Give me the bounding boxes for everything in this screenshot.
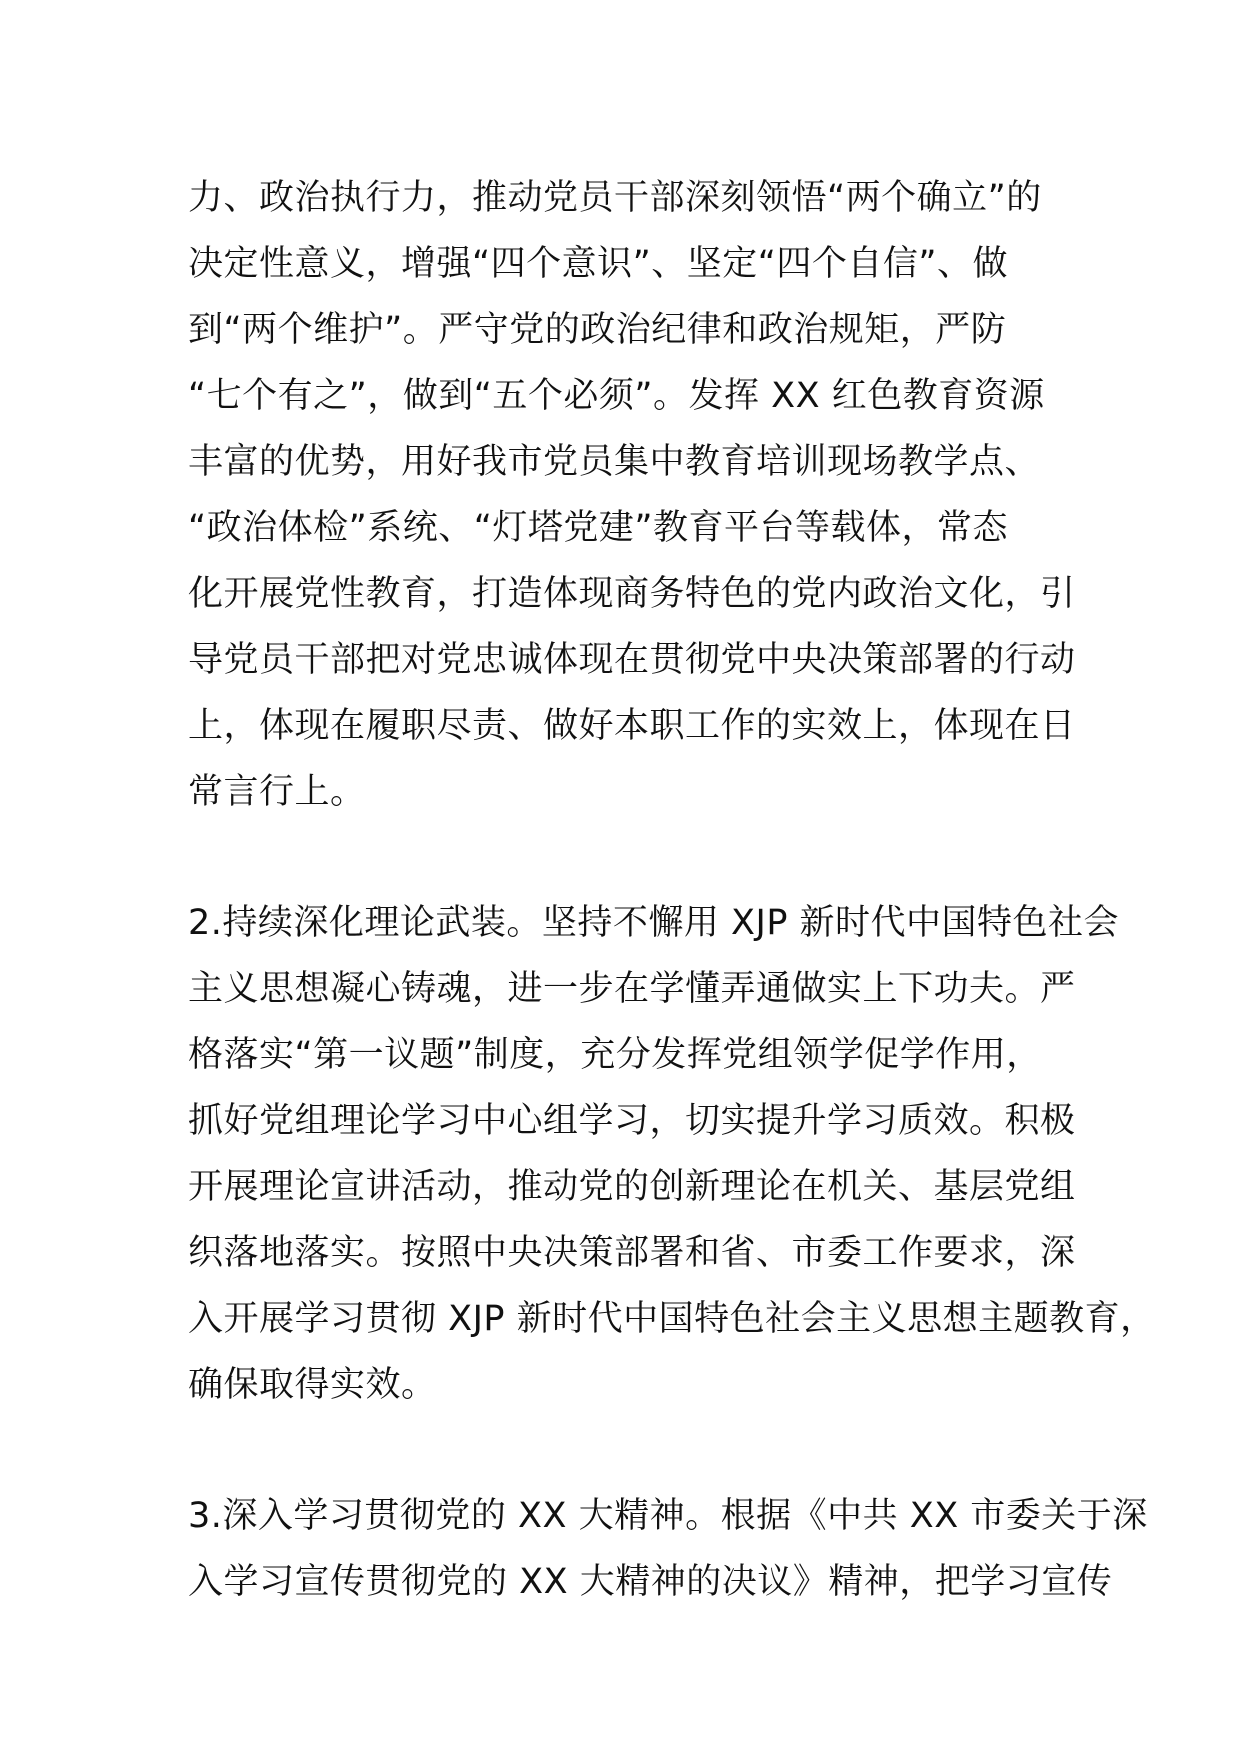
paragraph-2 <box>188 890 1156 1418</box>
text-line: 丰富的优势，用好我市党员集中教育培训现场教学点、 <box>188 442 1041 482</box>
text-line: 入开展学习贯彻 XJP 新时代中国特色社会主义思想主题教育， <box>188 1299 1156 1339</box>
document-body <box>188 165 1156 1615</box>
text-line: 到“两个维护”。严守党的政治纪律和政治规矩，严防 <box>188 310 1007 350</box>
paragraph-1 <box>188 165 1088 825</box>
text-line: 格落实“第一议题”制度，充分发挥党组领学促学作用， <box>188 1035 1042 1075</box>
text-line: 主义思想凝心铸魂，进一步在学懂弄通做实上下功夫。严 <box>188 969 1076 1009</box>
text-line: 上，体现在履职尽责、做好本职工作的实效上，体现在日 <box>188 706 1076 746</box>
text-line: 3.深入学习贯彻党的 XX 大精神。根据《中共 XX 市委关于深 <box>188 1496 1148 1536</box>
text-line: 决定性意义，增强“四个意识”、坚定“四个自信”、做 <box>188 244 1009 284</box>
text-line: 确保取得实效。 <box>188 1365 437 1405</box>
text-line: 入学习宣传贯彻党的 XX 大精神的决议》精神，把学习宣传 <box>188 1562 1113 1602</box>
text-line: 抓好党组理论学习中心组学习，切实提升学习质效。积极 <box>188 1101 1076 1141</box>
paragraph-3 <box>188 1483 1148 1615</box>
text-line: 力、政治执行力，推动党员干部深刻领悟“两个确立”的 <box>188 178 1042 218</box>
text-line: “七个有之”，做到“五个必须”。发挥 XX 红色教育资源 <box>188 376 1045 416</box>
text-line: 常言行上。 <box>188 772 366 812</box>
text-line: 化开展党性教育，打造体现商务特色的党内政治文化，引 <box>188 574 1076 614</box>
paragraph-spacer <box>188 1418 1088 1483</box>
text-line: 开展理论宣讲活动，推动党的创新理论在机关、基层党组 <box>188 1167 1076 1207</box>
paragraph-spacer <box>188 825 1088 890</box>
text-line: 导党员干部把对党忠诚体现在贯彻党中央决策部署的行动 <box>188 640 1076 680</box>
text-line: 织落地落实。按照中央决策部署和省、市委工作要求，深 <box>188 1233 1076 1273</box>
text-line: “政治体检”系统、“灯塔党建”教育平台等载体，常态 <box>188 508 1009 548</box>
text-line: 2.持续深化理论武装。坚持不懈用 XJP 新时代中国特色社会 <box>188 903 1120 943</box>
